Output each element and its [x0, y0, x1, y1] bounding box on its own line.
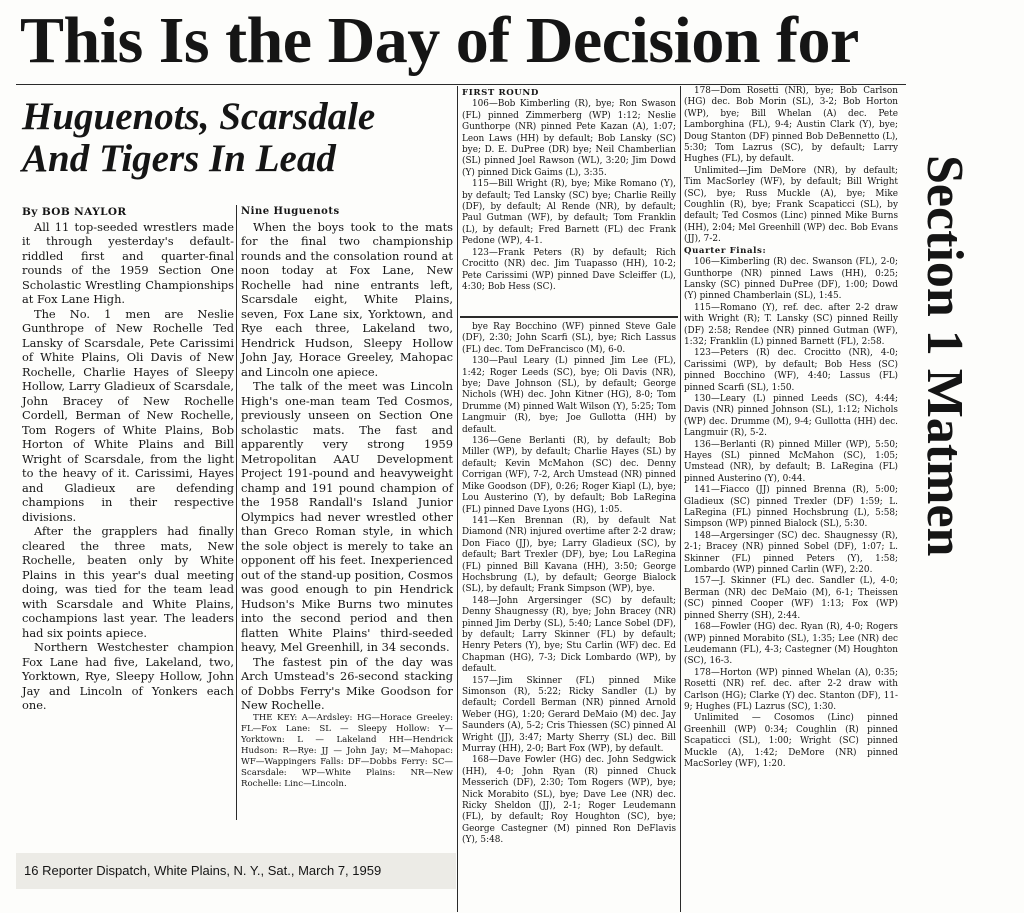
headline: This Is the Day of Decision for [20, 4, 859, 77]
side-title: Section 1 Matmen [916, 155, 973, 557]
result-paragraph: 106—Bob Kimberling (R), bye; Ron Swason (FL) pinned Zimmerberg (WP) 1:12; Neslie Gunthorpe (NR) pinned Pete Kazan (A), 1:07; Leon Laws (HH) by default; Bob Lansky (SC) bye; D. E. DuPree (DR) bye; Neil Chamberlian (SL) pinned Joel Rawson (WL), 3:20; Jim Dowd (Y) pinned Dick Gaims (L), 3:35. [462, 99, 676, 178]
result-paragraph: 141—Fiacco (JJ) pinned Brenna (R), 5:00; Gladieux (SC) pinned Trexler (DF) 1:59; L. LaRegina (FL) pinned Hochsbrung (L), 5:58; Simpson (WP) pinned Bialock (SL), 5:30. [684, 485, 898, 530]
result-paragraph: 178—Horton (WP) pinned Whelan (A), 0:35; Rosetti (NR) ref. dec. after 2-2 draw with Carlson (HG); Clarke (Y) dec. Stanton (DF), 11-9; Hughes (FL) Lazrus (SC), 1:30. [684, 667, 898, 712]
story-column-1 [22, 205, 234, 712]
result-paragraph: 157—J. Skinner (FL) dec. Sandler (L), 4-0; Berman (NR) dec DeMaio (M), 6-1; Theissen (SC) pinned Cooper (WF) 1:13; Fox (WP) pinned Sherry (SH), 2:44. [684, 576, 898, 621]
byline: By BOB NAYLOR [22, 206, 127, 218]
column-divider [457, 86, 458, 912]
story-column-2 [241, 205, 453, 823]
section-rule [460, 316, 678, 318]
column-divider [236, 205, 237, 820]
result-paragraph: 178—Dom Rosetti (NR), bye; Bob Carlson (HG) dec. Bob Morin (SL), 3-2; Bob Horton (WP), bye; Bill Whelan (A) dec. Pete Lamborghina (FL), 9-4; Austin Clark (Y), bye; Doug Stanton (DF) pinned Bob DeBennetto (L), 5:30; Tom Lazrus (SC), by default; Larry Hughes (FL), by default. [684, 86, 898, 165]
result-paragraph: 157—Jim Skinner (FL) pinned Mike Simonson (R), 5:22; Ricky Sandler (L) by default; Cordell Berman (NR) pinned Arnold Weber (HG), 1:20; Gerard DeMaio (M) dec. Jay Saunders (A), 5-2; Cris Thiessen (SC) pinned Al Wright (JJ), 3:47; Marty Sherry (SL) dec. Bill Murray (HH), 2-0; Bart Fox (WP), by default. [462, 675, 676, 755]
page-footer: 16 Reporter Dispatch, White Plains, N. Y., Sat., March 7, 1959 [16, 853, 456, 889]
result-paragraph: 168—Fowler (HG) dec. Ryan (R), 4-0; Rogers (WP) pinned Morabito (SL), 1:35; Lee (NR) dec Leudemann (FL), 4-3; Castegner (M) Houghton (SC), 16-3. [684, 622, 898, 667]
result-paragraph: Unlimited — Cosomos (Linc) pinned Greenhill (WP) 0:34; Coughlin (R) pinned Scapaticci (SL), 1:00; Wright (SC) pinned Muckle (A), 1:42; DeMore (NR) pinned MacSorley (WF), 1:20. [684, 713, 898, 769]
story-paragraph: Northern Westchester champion Fox Lane had five, Lakeland, two, Yorktown, Rye, Sleepy Hollow, John Jay and Lincoln of Yonkers each one. [22, 640, 234, 712]
story-paragraph: The No. 1 men are Neslie Gunthrope of New Rochelle Ted Lansky of Scarsdale, Pete Carissimi of White Plains, Oli Davis of New Rochelle, Charlie Hayes of Sleepy Hollow, Larry Gladieux of Scarsdale, John Bracey of New Rochelle Cordell, Berman of New Rochelle, Tom Rogers of White Plains, Bob Horton of White Plains and Bill Wright of Scarsdale, from the light to the heavy of it. Carissimi, Hayes and Gladieux are defending champions in their respective divisions. [22, 306, 234, 524]
story-paragraph: When the boys took to the mats for the final two championship rounds and the consolation round at noon today at Fox Lane, New Rochelle had nine entrants left, Scarsdale eight, White Plains, seven, Fox Lane six, Yorktown, and Rye each three, Lakeland two, Hendrick Hudson, Sleepy Hollow John Jay, Horace Greeley, Mahopac and Lincoln one apiece. [241, 219, 453, 379]
story-paragraph: The fastest pin of the day was Arch Umstead's 26-second stacking of Dobbs Ferry's Mike Goodson for New Rochelle. [241, 654, 453, 712]
first-round-heading: FIRST ROUND [462, 88, 539, 98]
result-paragraph: 148—Argersinger (SC) dec. Shaugnessy (R), 2-1; Bracey (NR) pinned Sobel (DF), 1:07; L. Skinner (FL) pinned Peters (Y), 1:58; Lombardo (WP) pinned Carlin (WF), 2:20. [684, 530, 898, 576]
column-divider [680, 86, 681, 912]
result-paragraph: 130—Paul Leary (L) pinned Jim Lee (FL), 1:42; Roger Leeds (SC), bye; Oli Davis (NR), bye; Dave Johnson (SL), by default; George Nichols (WH) dec. John Kitner (HG), 8-0; Tom Drumme (M) pinned Walt Wilson (Y), 5:25; Tom Langmuir (R), bye; Joe Gullotta (HH) by default. [462, 356, 676, 435]
results-column-4 [684, 86, 898, 826]
result-paragraph: 136—Gene Berlanti (R), by default; Bob Miller (WP), by default; Charlie Hayes (SL) by default; Kevin McMahon (SC) dec. Denny Corrigan (WF), 7-2, Arch Umstead (NR) pinned Mike Goodson (DF), 0:26; Roger Kiapl (L), bye; Lou Austerino (Y), by default; Bob LaRegina (FL) pinned Dave Lyons (HG), 1:05. [462, 436, 676, 515]
story-paragraph: All 11 top-seeded wrestlers made it through yesterday's default-riddled first and quarter-final rounds of the 1959 Section One Scholastic Wrestling Championships at Fox Lane High. [22, 219, 234, 306]
story-paragraph: After the grapplers had finally cleared the three mats, New Rochelle, beaten only by White Plains in this year's dual meeting doing, was tied for the team lead with Scarsdale and White Plains, cochampions last year. The leaders had six points apiece. [22, 524, 234, 640]
headline-rule [16, 84, 906, 85]
quarter-finals-heading: Quarter Finals: [684, 245, 767, 256]
result-paragraph: 136—Berlanti (R) pinned Miller (WP), 5:50; Hayes (SL) pinned McMahon (SC), 1:05; Umstead (NR), by default; B. LaRegina (FL) pinned Austerino (Y), 0:44. [684, 439, 898, 484]
result-paragraph: 123—Peters (R) dec. Crocitto (NR), 4-0; Carissimi (WP), by default; Bob Hess (SC) pinned Bocchino (WF), 4:40; Lassus (FL) pinned Scarfi (SL), 1:50. [684, 348, 898, 393]
result-paragraph: 141—Ken Brennan (R), by default Nat Diamond (NR) injured overtime after 2-2 draw; Don Fiaco (JJ), bye; Larry Gladieux (SC), by default; Bart Trexler (DF), bye; Lou LaRegina (FL) pinned Bill Kavana (HH), 3:50; George Hochsbrung (L), by default; George Bialock (SL), by default; Frank Simpson (WP), bye. [462, 515, 676, 595]
result-paragraph: bye Ray Bocchino (WF) pinned Steve Gale (DF), 2:30; John Scarfi (SL), bye; Rich Lassus (FL) dec. Tom DeFrancisco (M), 6-0. [462, 322, 676, 355]
subheadline: Huguenots, Scarsdale And Tigers In Lead [22, 95, 376, 180]
result-paragraph: 123—Frank Peters (R) by default; Rich Crocitto (NR) dec. Jim Tuapasso (HH), 10-2; Pete Carissimi (WP) pinned Dave Scleiffer (L), 4:30; Bob Hess (SC). [462, 247, 676, 292]
result-paragraph: 148—John Argersinger (SC) by default; Denny Shaugnessy (R), bye; John Bracey (NR) pinned Jim Derby (SL), 5:40; Lance Sobel (DF), by default; Larry Skinner (FL) by default; Henry Peters (Y), bye; Stu Carlin (WF) dec. Ed Chapman (HG), 7-3; Dick Lombardo (WP), by default. [462, 595, 676, 675]
result-paragraph: 115—Romano (Y), ref. dec. after 2-2 draw with Wright (R); T. Lansky (SC) pinned Reilly (DF) 2:58; Rendee (NR) pinned Gutman (WF), 1:32; Franklin (L) pinned Barnett (FL), 2:58. [684, 302, 898, 347]
team-key: THE KEY: A—Ardsley: HG—Horace Greeley: FL—Fox Lane: SL — Sleepy Hollow: Y—Yorktown: L — Lakeland HH—Hendrick Hudson: R—Rye: JJ — John Jay; M—Mahopac: WF—Wappingers Falls: DF—Dobbs Ferry: SC—Scarsdale: WP—White Plains: NR—New Rochelle: Linc—Lincoln. [241, 712, 453, 789]
result-paragraph: 106—Kimberling (R) dec. Swanson (FL), 2-0; Gunthorpe (NR) pinned Laws (HH), 0:25; Lansky (SC) pinned DuPree (DF), 1:00; Dowd (Y) pinned Chamberlain (SL), 1:45. [684, 257, 898, 302]
results-column-3 [462, 88, 676, 310]
results-column-3-continued [462, 322, 676, 910]
result-paragraph: Unlimited—Jim DeMore (NR), by default; Tim MacSorley (WF), by default; Bill Wright (SC), bye; Russ Muckle (A), bye; Mike Coughlin (R), bye; Frank Scapaticci (SL), by default; Ted Cosmos (Linc) pinned Mike Burns (HH), 2:04; Mel Greenhill (WP) dec. Bob Evans (JJ), 7-2. [684, 165, 898, 245]
story-paragraph: The talk of the meet was Lincoln High's one-man team Ted Cosmos, previously unseen on Section One scholastic mats. The fast and apparently very strong 1959 Metropolitan AAU Development Project 191-pound and heavyweight champ and 191 pound champion of the 1958 Randall's Island Junior Olympics had never wrestled other than Greco Roman style, in which the sole object is merely to take an opponent off his feet. Inexperienced out of the stand-up position, Cosmos was good enough to pin Hendrick Hudson's Mike Burns two minutes into the second period and then flatten White Plains' third-seeded heavy, Mel Greenhill, in 34 seconds. [241, 379, 453, 654]
result-paragraph: 168—Dave Fowler (HG) dec. John Sedgwick (HH), 4-0; John Ryan (R) pinned Chuck Messerich (DF), 2:30; Tom Rogers (WP), bye; Nick Morabito (SL), bye; Dave Lee (NR) dec. Ricky Sheldon (JJ), 2-1; Roger Leudemann (FL), by default; Roy Houghton (SC), bye; George Castegner (M) pinned Ron DeFlavis (Y), 5:48. [462, 755, 676, 846]
result-paragraph: 130—Leary (L) pinned Leeds (SC), 4:44; Davis (NR) pinned Johnson (SL), 1:12; Nichols (WP) dec. Drumme (M), 9-4; Gullotta (HH) dec. Langmuir (R), 5-2. [684, 393, 898, 439]
section-subhead: Nine Huguenots [241, 206, 340, 217]
result-paragraph: 115—Bill Wright (R), bye; Mike Romano (Y), by default; Ted Lansky (SC) bye; Charlie Reilly (DF), by default; Al Rende (NR), by default; Paul Gutman (WF), by default; Tom Franklin (L), by default; Fred Barnett (FL) dec Frank Pedone (WP), 4-1. [462, 179, 676, 247]
